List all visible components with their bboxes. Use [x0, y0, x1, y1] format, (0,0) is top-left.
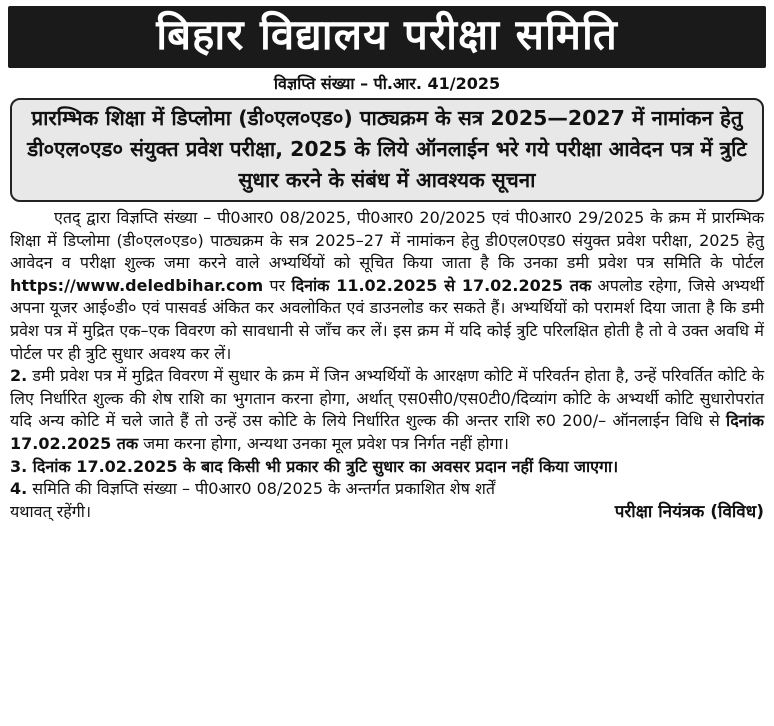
para3-number: 3. [10, 456, 28, 476]
notice-body [8, 207, 766, 523]
notice-number: विज्ञप्ति संख्या – पी.आर. 41/2025 [273, 74, 501, 93]
paragraph-2 [10, 365, 764, 455]
para4-text: समिति की विज्ञप्ति संख्या – पी0आर0 08/2025 के अन्तर्गत प्रकाशित शेष शर्तें [27, 479, 496, 499]
paragraph-3 [10, 456, 764, 479]
para1-dates: दिनांक 11.02.2025 से 17.02.2025 तक [291, 275, 592, 295]
paragraph-4 [10, 478, 764, 501]
para1-mid: पर [263, 275, 292, 295]
signature: परीक्षा नियंत्रक (विविध) [614, 501, 764, 522]
portal-link[interactable]: https://www.deledbihar.com [10, 275, 264, 295]
paragraph-1 [10, 207, 764, 365]
para4-tail: यथावत् रहेंगी। [10, 501, 92, 521]
para2-number: 2. [10, 366, 28, 386]
masthead-title: बिहार विद्यालय परीक्षा समिति [8, 6, 766, 68]
subject-box: प्रारम्भिक शिक्षा में डिप्लोमा (डी०एल०एड०) पाठ्यक्रम के सत्र 2025—2027 में नामांकन हेतु डी०एल०एड० संयुक्त प्रवेश परीक्षा, 2025 के लिये ऑनलाईन भरे गये परीक्षा आवेदन पत्र में त्रुटि सुधार करने के संबंध में आवश्यक सूचना [10, 98, 764, 202]
para3-text: दिनांक 17.02.2025 के बाद किसी भी प्रकार की त्रुटि सुधार का अवसर प्रदान नहीं किया जाएगा। [27, 456, 619, 476]
para1-rest: अपलोड रहेगा, जिसे अभ्यर्थी अपना यूजर आई०डी० एवं पासवर्ड अंकित कर अवलोकित एवं डाउनलोड कर सकते हैं। अभ्यर्थियों को परामर्श दिया जाता है कि डमी प्रवेश पत्र में मुद्रित एक–एक विवरण को सावधानी से जाँच कर लें। इस क्रम में यदि कोई त्रुटि परिलक्षित होती है तो वे उक्त अवधि में पोर्टल पर ही त्रुटि सुधार अवश्य कर लें। [10, 275, 764, 363]
closing-row [10, 501, 764, 524]
para1-intro: एतद् द्वारा विज्ञप्ति संख्या – पी0आर0 08/2025, पी0आर0 20/2025 एवं पी0आर0 29/2025 के क्रम में प्रारम्भिक शिक्षा में डिप्लोमा (डी०एल०एड०) पाठ्यक्रम के सत्र 2025–27 में नामांकन हेतु डी0एल0एड0 संयुक्त प्रवेश परीक्षा, 2025 हेतु आवेदन व परीक्षा शुल्क जमा करने वाले अभ्यर्थियों को सूचित किया जाता है कि उनका डमी प्रवेश पत्र समिति के पोर्टल [10, 208, 764, 273]
para2-text: डमी प्रवेश पत्र में मुद्रित विवरण में सुधार के क्रम में जिन अभ्यर्थियों के आरक्षण कोटि में परिवर्तन होता है, उन्हें परिवर्तित कोटि के लिए निर्धारित शुल्क की शेष राशि का भुगतान करना होगा, अर्थात् एस0सी0/एस0टी0/दिव्यांग कोटि के अभ्यर्थी कोटि सुधारोपरांत यदि अन्य कोटि में चले जाते हैं तो उन्हें उस कोटि के लिये निर्धारित शुल्क की अन्तर राशि रु0 200/– ऑनलाईन विधि से [10, 366, 764, 431]
para2-date: दिनांक 17.02.2025 तक [10, 411, 764, 453]
para4-number: 4. [10, 479, 28, 499]
para2-rest: जमा करना होगा, अन्यथा उनका मूल प्रवेश पत्र निर्गत नहीं होगा। [138, 433, 509, 453]
